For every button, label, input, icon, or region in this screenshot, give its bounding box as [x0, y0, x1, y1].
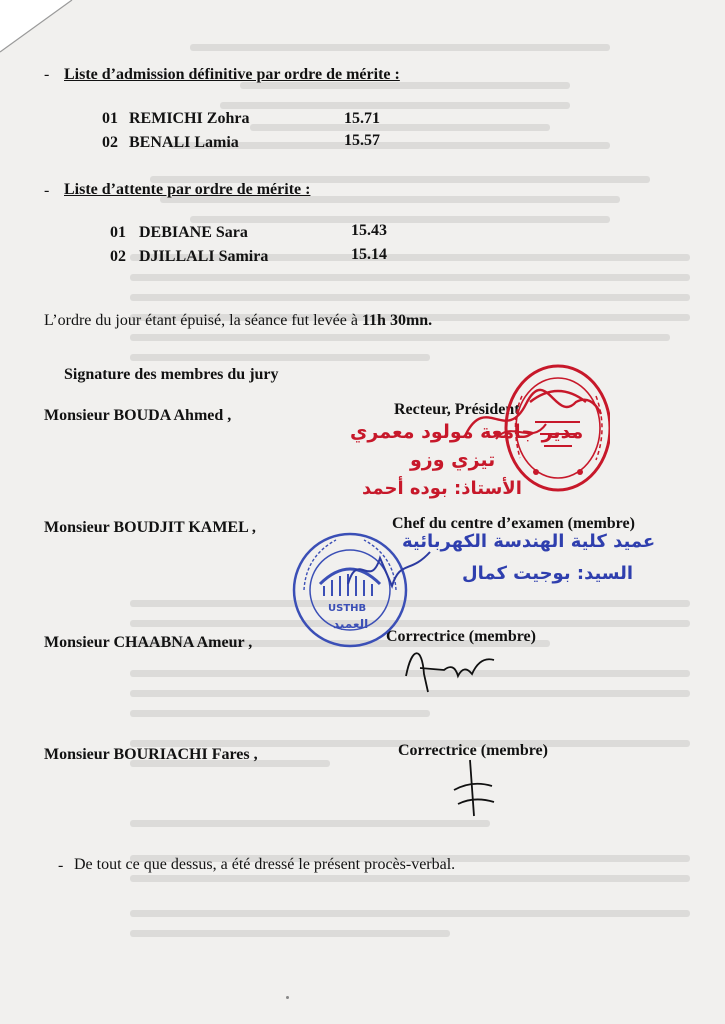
usthb-seal-label: USTHB: [328, 603, 367, 614]
admission-row-num: 02: [102, 134, 118, 151]
admission-row-score: 15.71: [344, 110, 380, 127]
member-role: Correctrice (membre): [398, 742, 548, 759]
signatures-title: Signature des membres du jury: [64, 366, 279, 383]
rector-stamp-line: تيزي وزو: [410, 449, 496, 471]
waiting-row-name: DEBIANE Sara: [139, 224, 248, 241]
final-note: De tout ce que dessus, a été dressé le présent procès-verbal.: [74, 856, 456, 873]
bullet-dash: -: [44, 66, 50, 83]
rector-stamp-line: الأستاذ: بوده أحمد: [362, 478, 522, 499]
closing-time: 11h 30mn.: [361, 312, 433, 329]
admission-row-num: 01: [102, 110, 118, 127]
rector-signature: [456, 384, 606, 454]
member-role: Chef du centre d’examen (membre): [392, 515, 635, 532]
usthb-seal-word: العميد: [333, 617, 369, 631]
closing-sentence: [44, 312, 432, 330]
correctrice-signature: [398, 640, 498, 700]
admission-row-name: BENALI Lamia: [129, 134, 239, 151]
admission-row-name: REMICHI Zohra: [129, 110, 250, 127]
admission-row-score: 15.57: [344, 132, 380, 149]
member-name: Monsieur BOURIACHI Fares ,: [44, 746, 258, 763]
dean-stamp-line: عميد كلية الهندسة الكهربائية: [402, 531, 656, 552]
waiting-row-num: 02: [110, 248, 126, 265]
member-name: Monsieur BOUDA Ahmed ,: [44, 407, 232, 424]
member-role: Correctrice (membre): [386, 628, 536, 645]
member-name: Monsieur BOUDJIT KAMEL ,: [44, 519, 256, 536]
paper-speck: [286, 996, 289, 999]
closing-text: L’ordre du jour étant épuisé, la séance fut levée à: [44, 312, 362, 329]
correctrice-signature: [450, 756, 500, 820]
member-role: Recteur, Président: [394, 401, 520, 418]
waiting-row-score: 15.43: [351, 222, 387, 239]
folded-corner: [0, 0, 80, 60]
bullet-dash: -: [58, 857, 64, 874]
waiting-row-score: 15.14: [351, 246, 387, 263]
member-name: Monsieur CHAABNA Ameur ,: [44, 634, 253, 651]
waiting-row-name: DJILLALI Samira: [139, 248, 269, 265]
waiting-row-num: 01: [110, 224, 126, 241]
rector-stamp-line: مدير جامعة مولود معمري: [350, 421, 584, 443]
waiting-heading: Liste d’attente par ordre de mérite :: [64, 181, 311, 198]
admission-heading: Liste d’admission définitive par ordre de mérite :: [64, 66, 400, 83]
bullet-dash: -: [44, 182, 50, 199]
dean-signature: [340, 540, 440, 600]
dean-stamp-line: السيد: بوجيت كمال: [462, 563, 634, 584]
